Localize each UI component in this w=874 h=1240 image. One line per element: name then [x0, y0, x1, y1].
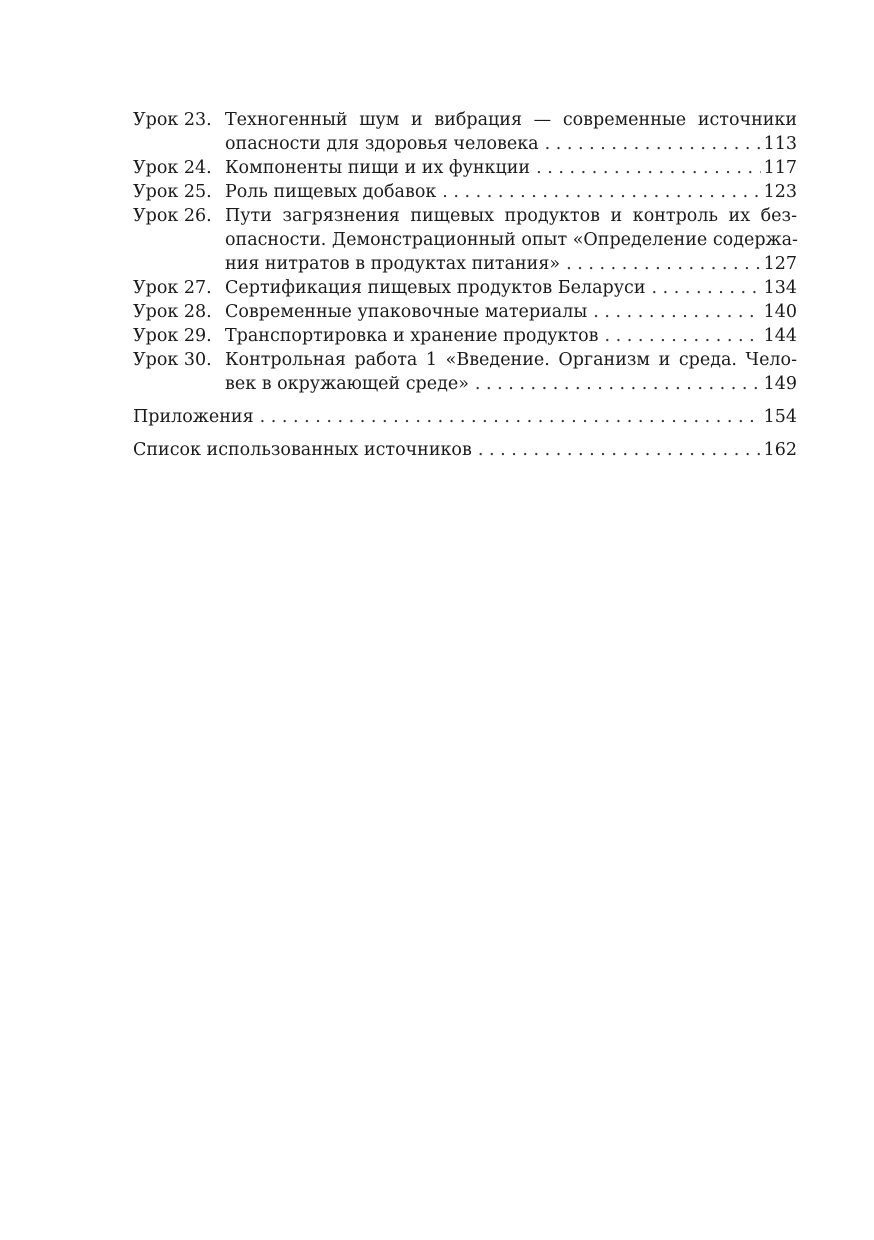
section-gap: [133, 396, 797, 405]
toc-entry-last-line: [225, 324, 797, 348]
dot-leader: [646, 276, 762, 300]
toc-entry-last-line: [225, 252, 797, 276]
toc-entry-body: [225, 276, 797, 300]
toc-entry-title-line: Пути загрязнения пищевых продуктов и контроль их без-: [225, 206, 797, 226]
toc-entry-label: Урок 28.: [133, 302, 212, 322]
toc-entry-title-end: век в окружающей среде»: [225, 374, 469, 394]
toc-entry-title-end: Компоненты пищи и их функции: [225, 158, 531, 178]
toc-entry-body: [225, 300, 797, 324]
toc-entry-label: Урок 26.: [133, 206, 212, 226]
toc-entry-body: [225, 156, 797, 180]
toc-entry-title-line: опасности. Демонстрационный опыт «Определение содержа-: [225, 230, 798, 250]
dot-leader: [560, 252, 761, 276]
toc-entry-lesson-23[interactable]: [133, 108, 797, 156]
toc-entry-body: [225, 324, 797, 348]
toc-entry-last-line: [225, 372, 797, 396]
toc-entry-appendix[interactable]: [133, 405, 797, 429]
toc-entry-title-end: ния нитратов в продуктах питания»: [225, 254, 561, 274]
toc-entry-body: [225, 108, 797, 156]
dot-leader: [254, 405, 761, 429]
toc-entry-page-number: 127: [763, 254, 797, 274]
toc-entry-title-line: Техногенный шум и вибрация — современные источники: [225, 110, 797, 130]
toc-entry-label: Урок 23.: [133, 110, 212, 130]
dot-leader: [469, 372, 761, 396]
toc-entry-last-line: [225, 276, 797, 300]
dot-leader: [587, 300, 761, 324]
table-of-contents: [133, 108, 797, 462]
dot-leader: [436, 180, 761, 204]
toc-entry-references[interactable]: [133, 438, 797, 462]
toc-entry-page-number: 117: [763, 158, 797, 178]
toc-entry-last-line: [225, 300, 797, 324]
toc-entry-last-line: [225, 156, 797, 180]
toc-entry-lesson-28[interactable]: [133, 300, 797, 324]
toc-entry-label: Урок 25.: [133, 182, 212, 202]
dot-leader: [530, 156, 761, 180]
toc-entry-lesson-24[interactable]: [133, 156, 797, 180]
toc-entry-title-end: опасности для здоровья человека: [225, 134, 539, 154]
dot-leader: [539, 132, 761, 156]
toc-entry-title-end: Роль пищевых добавок: [225, 182, 437, 202]
toc-entry-last-line: [225, 180, 797, 204]
toc-entry-lesson-25[interactable]: [133, 180, 797, 204]
toc-entry-title-line: Контрольная работа 1 «Введение. Организм и среда. Чело-: [225, 350, 797, 370]
toc-entry-label: Урок 27.: [133, 278, 212, 298]
toc-entry-lesson-26[interactable]: [133, 204, 797, 276]
toc-entry-page-number: 140: [763, 302, 797, 322]
toc-entry-title-end: Сертификация пищевых продуктов Беларуси: [225, 278, 646, 298]
toc-entry-page-number: 149: [763, 374, 797, 394]
toc-entry-label: Урок 24.: [133, 158, 212, 178]
toc-entry-page-number: 134: [763, 278, 797, 298]
dot-leader: [472, 438, 761, 462]
toc-entry-lesson-29[interactable]: [133, 324, 797, 348]
toc-entry-page-number: 113: [763, 134, 797, 154]
toc-entry-page-number: 154: [763, 407, 797, 427]
toc-entry-page-number: 144: [763, 326, 797, 346]
toc-entry-lesson-27[interactable]: [133, 276, 797, 300]
toc-entry-body: [225, 180, 797, 204]
toc-entry-last-line: [225, 132, 797, 156]
toc-entry-title-end: Современные упаковочные материалы: [225, 302, 588, 322]
toc-entry-page-number: 162: [763, 440, 797, 460]
toc-entry-label: Урок 29.: [133, 326, 212, 346]
toc-entry-title-end: Приложения: [133, 407, 254, 427]
toc-entry-lesson-30[interactable]: [133, 348, 797, 396]
toc-entry-title-end: Список использованных источников: [133, 440, 472, 460]
toc-entry-body: [225, 348, 797, 396]
dot-leader: [599, 324, 761, 348]
toc-entry-body: [225, 204, 797, 276]
toc-entry-title-end: Транспортировка и хранение продуктов: [225, 326, 599, 346]
section-gap: [133, 429, 797, 438]
toc-entry-label: Урок 30.: [133, 350, 212, 370]
toc-entry-page-number: 123: [763, 182, 797, 202]
